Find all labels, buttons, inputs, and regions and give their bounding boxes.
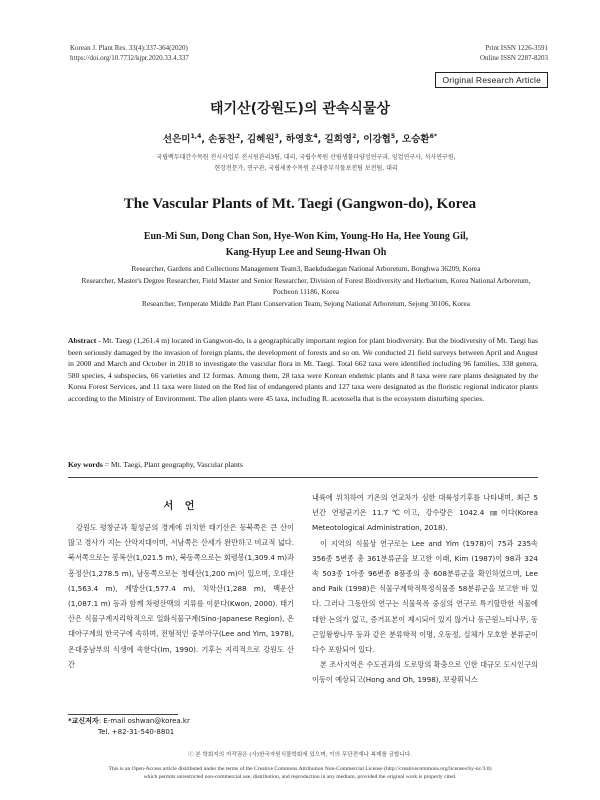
section-divider	[68, 477, 538, 478]
keywords	[68, 460, 538, 469]
affiliation-1: Researcher, Gardens and Collections Management Team3, Baekdudaegan National Arboretum, Bonghwa 36209, Korea	[131, 264, 481, 273]
issn-block	[480, 44, 548, 63]
author-ko: 선은미$^{1,4}$	[162, 132, 202, 145]
journal-volume: Korean J. Plant Res. 33(4):337-364(2020)	[70, 44, 188, 52]
korean-affiliation-line: 현장전문가, 연구관, 국립세종수목원 온대중부식물보전팀 보전팀, 대리	[214, 165, 398, 172]
author-ko: 김혜원$^3$	[247, 132, 279, 145]
author-ko: 오승환$^{6*}$	[402, 132, 438, 145]
affiliation-2: Researcher, Master's Degree Researcher, Field Master and Senior Researcher, Division of Forest Biodiversity and Herbarium, Korea National Arboretum, Pocheon 11186, Korea	[81, 276, 531, 296]
correspondence-tel: Tel. +82-31-540-8801	[98, 728, 175, 736]
body-column-right	[312, 490, 538, 688]
author-ko: 하영호$^4$	[285, 132, 318, 145]
abstract-text: - Mt. Taegi (1,261.4 m) located in Gangwon-do, is a geographically important region for plant biodiversity. But the biodiversity of Mt. Taegi has been seriously damaged by the invasion of foreign plants, the development of forests and so on. We conducted 21 field surveys between April and August in 2008 and March and October in 2018 to investigate the vascular flora in Mt. Taegi. Total 662 taxa were identified including 96 families, 338 genera, 580 species, 4 subspecies, 66 varieties and 12 formas. Among them, 28 taxa were Korean endemic plants and 8 taxa were rare plants designated by the Korea Forest Services, and 11 taxa were listed on the Red list of endangered plants and 127 taxa were designated as the floristic regional indicator plants according to the Ministry of Environment. The alien plants were 45 taxa, including R. acetosella that is the ecosystem disturbing species.	[68, 336, 538, 403]
intro-paragraph: 강원도 평창군과 횡성군의 경계에 위치한 태기산은 동북쪽은 큰 산이 많고 경사가 지는 산악지대이며, 서남쪽은 산세가 완만하고 비교적 넓다. 북서쪽으로는 봉복산(1,021.5 m), 북동쪽으로는 회령봉(1,309.4 m)과 흥정산(1,278.5 m), 남동쪽으로는 청태산(1,200 m)이 있으며, 오대산(1,563.4 m), 계방산(1,577.4 m), 치악산(1,288 m), 백운산(1,087.1 m) 등과 함께 차령산맥의 지류를 이룬다(Kwon, 2000). 태기산은 식물구계지리학적으로 일화식물구계(Sino-Japanese Region), 온대아구계의 한국구에 속하며, 전형적인 중부아구(Lee and Yim, 1978), 온대중남부의 식생에 속한다(Im, 1990). 기후는 지리적으로 강원도 산간	[68, 523, 294, 669]
journal-citation	[70, 44, 189, 63]
affiliation-3: Researcher, Temperate Middle Part Plant Conservation Team, Sejong National Arboretum, Sejong 30106, Korea	[142, 298, 470, 308]
body-column-left	[68, 500, 294, 672]
english-affiliations	[70, 264, 542, 311]
keywords-text: = Mt. Taegi, Plant geography, Vascular plants	[104, 460, 243, 469]
keywords-label: Key words	[68, 460, 103, 469]
issn-online: Online ISSN 2287-8203	[479, 53, 548, 62]
footnote-divider	[68, 714, 178, 715]
author-ko: 손동찬$^2$	[208, 132, 241, 145]
copyright-notice: ⓒ 본 학회지의 저작권은 (사)한국자원식물학회에 있으며, 이의 무단전재나 복제를 금합니다.	[187, 752, 413, 758]
issn-print: Print ISSN 1226-3591	[485, 44, 548, 52]
abstract-label: Abstract	[68, 336, 97, 345]
author-ko: 길희영$^2$	[324, 132, 357, 145]
korean-authors: 선은미$^{1,4}$, 손동찬$^2$, 김혜원$^3$, 하영호$^4$, 길희영$^2$, 이강협$^5$, 오승환$^{6*}$	[162, 132, 438, 145]
intro-paragraph: 내륙에 위치하여 기온의 연교차가 심한 대륙성기후를 나타내며, 최근 5년간 연평균기온 11.7℃이고, 강수량은 1042.4 ㎜이다(Korea Meteotological Administration, 2018).	[312, 493, 538, 533]
english-authors-line: Eun-Mi Sun, Dong Chan Son, Hye-Won Kim, Young-Ho Ha, Hee Young Gil,	[143, 231, 469, 242]
english-authors-line: Kang-Hyup Lee and Seung-Hwan Oh	[225, 247, 387, 258]
license-line: which permits unrestricted non-commercial use, distribution, and reproduction in any medium, provided the original work is properly cited.	[143, 773, 457, 780]
intro-paragraph: 이 지역의 식물상 연구로는 Lee and Yim (1978)이 75과 235속 356종 5변종 총 361분류군을 보고한 이래, Kim (1987)이 98과 324속 503종 1아종 96변종 8품종의 총 608분류군을 확인하였으며, Lee and Paik (1998)은 식물구계학적특정식물종 58분류군을 보고한 바 있다. 그러나 그동안의 연구는 식물목록 중심의 연구로 특기할만한 식물에 대한 논의가 없고, 증거표본이 제시되어 있지 않거나 동근원느티나무, 동근잎왕쌍나무 등과 같은 분류학적 이명, 오동정, 실체가 모호한 분류군이 다수 포함되어 있다.	[312, 538, 538, 655]
section-heading-introduction: 서 언	[163, 501, 199, 512]
page-footer	[40, 752, 560, 781]
korean-affiliation-line: 국립백두대간수목원 전시사업부 전시원관리3팀, 대리, 국립수목원 산림생물다양성연구과, 임업연구사, 석사연구원,	[156, 154, 456, 161]
article-type-badge: Original Research Article	[435, 72, 548, 88]
license-line: This is an Open-Access article distributed under the terms of the Creative Commons Attribution Non-Commercial License (http://creativecommons.org/licenses/by-nc/3.0)	[108, 765, 492, 772]
correspondence-label: *교신저자	[68, 717, 99, 725]
author-ko: 이강협$^5$	[363, 132, 396, 145]
correspondence-footnote	[68, 716, 190, 738]
english-authors	[80, 229, 532, 261]
abstract	[68, 335, 538, 404]
korean-affiliations	[70, 152, 542, 174]
english-title: The Vascular Plants of Mt. Taegi (Gangwon-do), Korea	[123, 196, 477, 212]
doi-link[interactable]: https://doi.org/10.7732/kjpr.2020.33.4.337	[70, 53, 189, 62]
correspondence-email[interactable]: : E-mail oshwan@korea.kr	[98, 717, 190, 725]
korean-title: 태기산(강원도)의 관속식물상	[210, 101, 390, 117]
intro-paragraph: 본 조사지역은 수도권과의 도로망의 확충으로 인한 대규모 도시인구의 이동이 예상되고(Hong and Oh, 1998), 보광휘닉스	[312, 660, 538, 685]
